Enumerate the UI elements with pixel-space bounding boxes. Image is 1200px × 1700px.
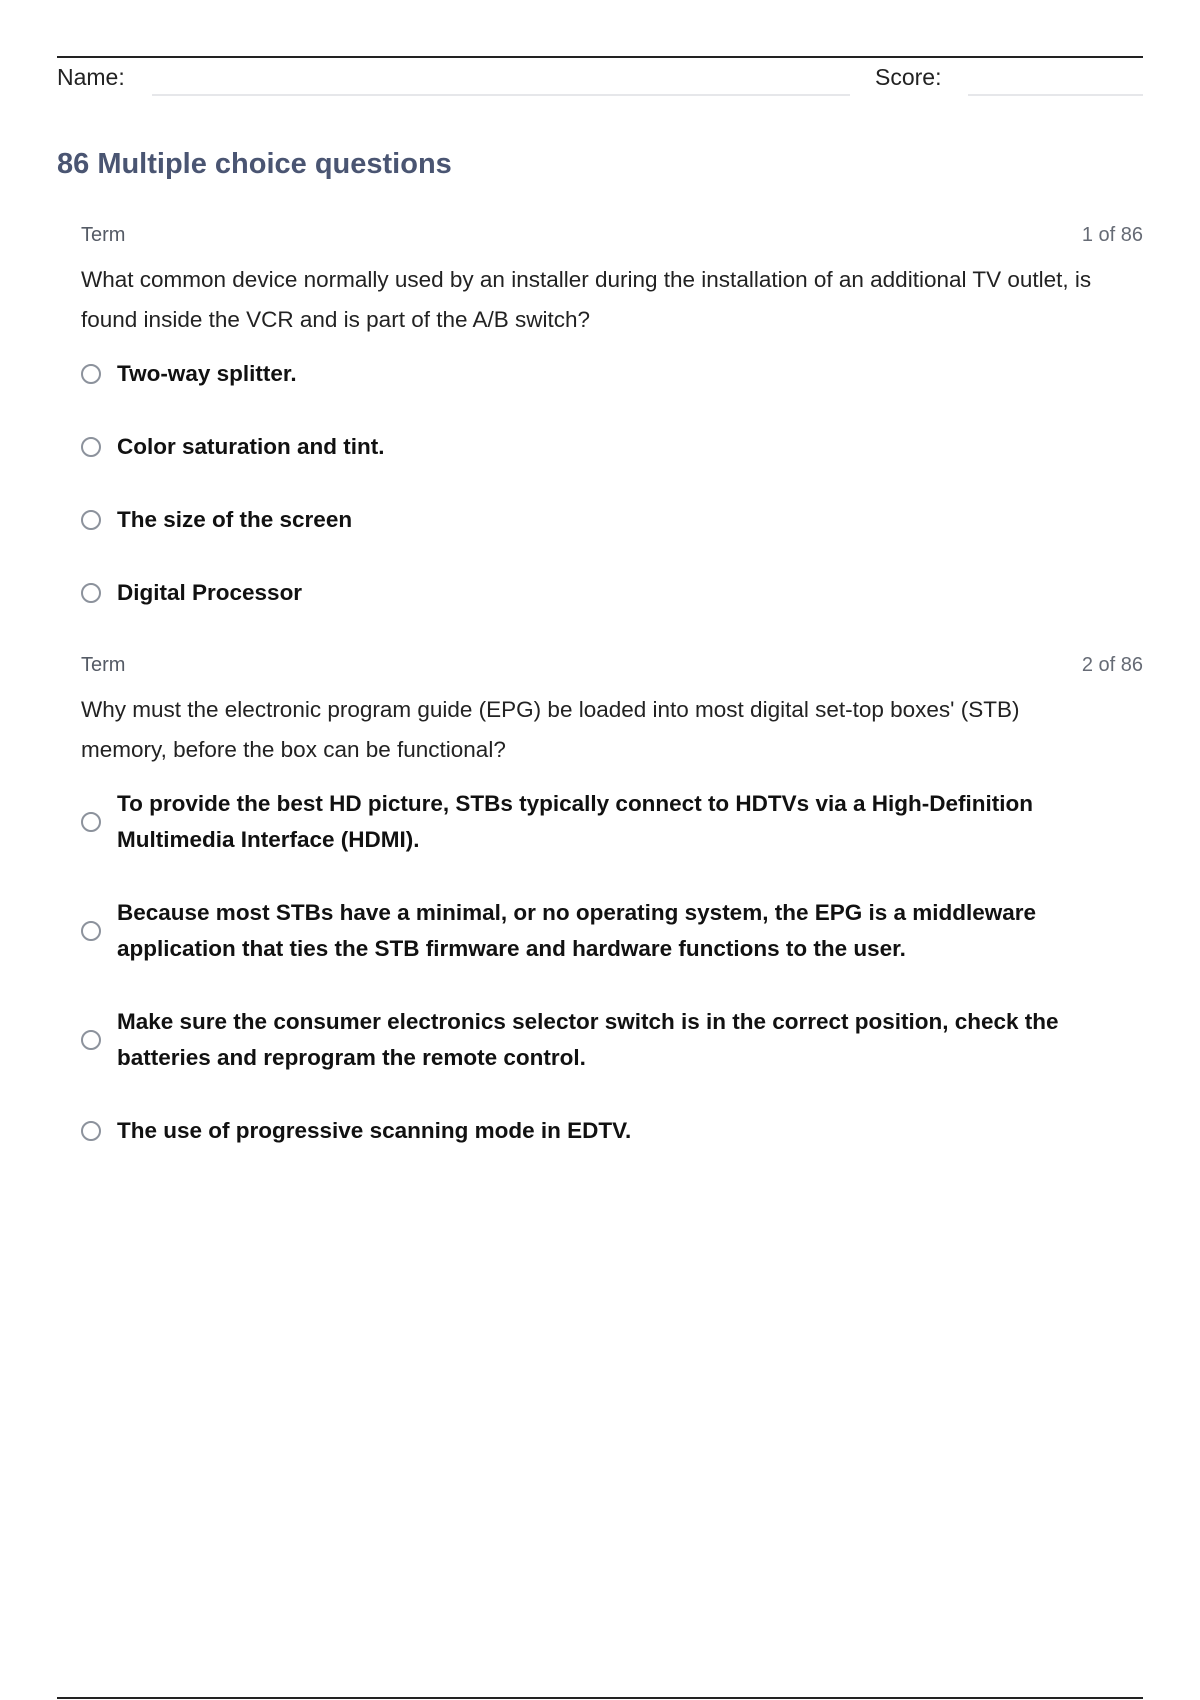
term-label: Term: [81, 224, 126, 246]
answer-option[interactable]: [81, 575, 1143, 611]
answer-option[interactable]: [81, 895, 1143, 967]
score-field[interactable]: [968, 94, 1143, 96]
answer-option-label: Color saturation and tint.: [117, 434, 385, 459]
question-2: [81, 654, 1143, 1186]
bottom-divider: [57, 1697, 1143, 1699]
answer-option-label: Because most STBs have a minimal, or no operating system, the EPG is a middleware application that ties the STB firmware and hardware functions to the user.: [117, 900, 1037, 961]
question-header: [81, 654, 1143, 684]
answer-option-label: Two-way splitter.: [117, 361, 297, 386]
answer-option-label: The use of progressive scanning mode in EDTV.: [117, 1118, 632, 1143]
radio-button[interactable]: [81, 1121, 101, 1141]
top-divider: [57, 56, 1143, 58]
answer-option-label: To provide the best HD picture, STBs typically connect to HDTVs via a High-Definition Multimedia Interface (HDMI).: [117, 791, 1033, 852]
term-label: Term: [81, 654, 126, 676]
answer-option[interactable]: [81, 1004, 1143, 1076]
radio-button[interactable]: [81, 437, 101, 457]
answer-option-label: The size of the screen: [117, 507, 353, 532]
question-1: [81, 224, 1143, 648]
answer-option[interactable]: [81, 356, 1143, 392]
radio-button[interactable]: [81, 364, 101, 384]
answer-option[interactable]: [81, 502, 1143, 538]
answer-option-label: Digital Processor: [117, 580, 303, 605]
score-label: Score:: [875, 64, 942, 90]
name-field[interactable]: [152, 94, 850, 96]
worksheet-header: [57, 62, 1143, 98]
section-title: 86 Multiple choice questions: [57, 148, 452, 180]
question-prompt: Why must the electronic program guide (EPG) be loaded into most digital set-top boxes' (STB) memory, before the box can be functional?: [81, 697, 1020, 762]
radio-button[interactable]: [81, 812, 101, 832]
radio-button[interactable]: [81, 1030, 101, 1050]
question-counter: 1 of 86: [1081, 224, 1143, 246]
radio-button[interactable]: [81, 921, 101, 941]
question-prompt: What common device normally used by an installer during the installation of an additional TV outlet, is found inside the VCR and is part of the A/B switch?: [81, 267, 1092, 332]
radio-button[interactable]: [81, 510, 101, 530]
answer-options: [81, 786, 1143, 1149]
radio-button[interactable]: [81, 583, 101, 603]
question-header: [81, 224, 1143, 254]
answer-option[interactable]: [81, 1113, 1143, 1149]
answer-option[interactable]: [81, 429, 1143, 465]
question-counter: 2 of 86: [1081, 654, 1143, 676]
name-label: Name:: [57, 64, 125, 90]
answer-option-label: Make sure the consumer electronics selector switch is in the correct position, check the batteries and reprogram the remote control.: [117, 1009, 1059, 1070]
answer-options: [81, 356, 1143, 611]
answer-option[interactable]: [81, 786, 1143, 858]
